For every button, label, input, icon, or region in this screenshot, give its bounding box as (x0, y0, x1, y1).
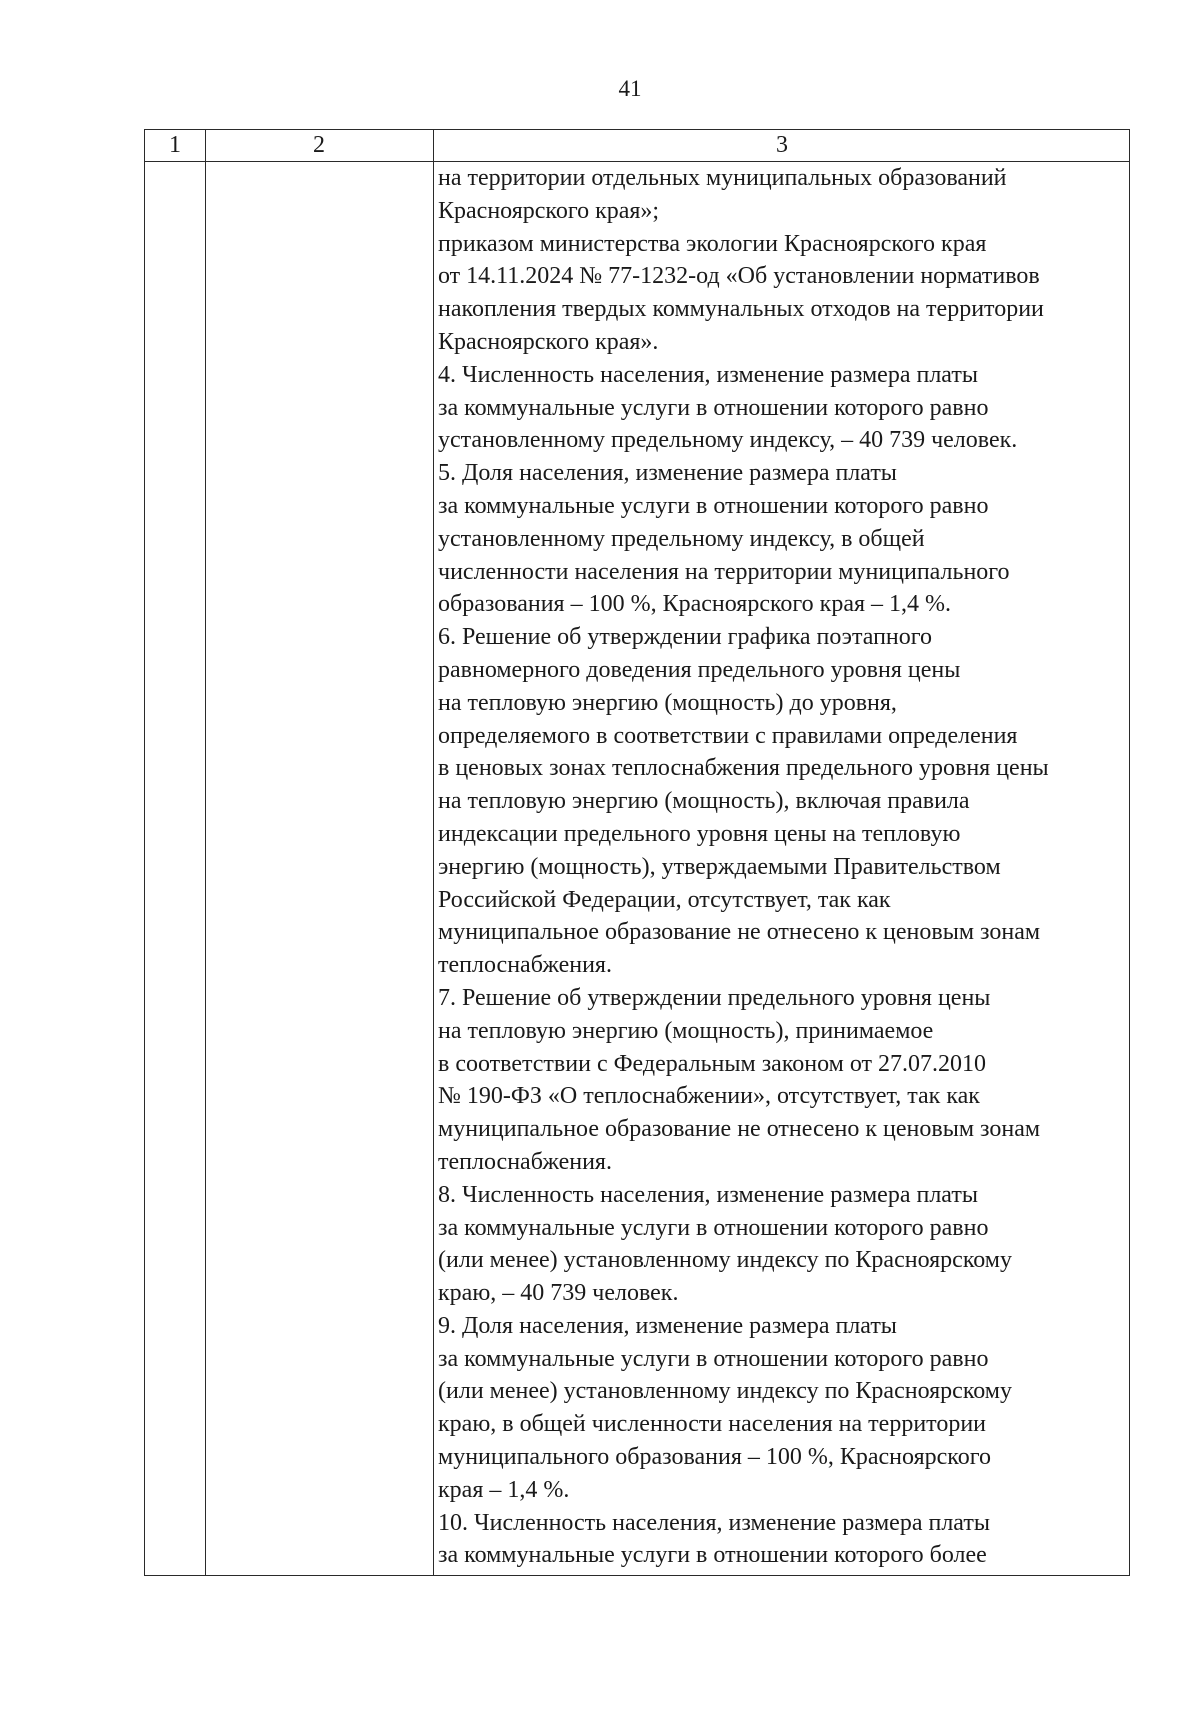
text-line: за коммунальные услуги в отношении которого равно (438, 1214, 989, 1241)
text-line: от 14.11.2024 № 77-1232-од «Об установлении нормативов (438, 263, 1040, 290)
text-line: края – 1,4 %. (438, 1476, 570, 1503)
text-line: за коммунальные услуги в отношении которого более (438, 1542, 987, 1569)
text-line: 4. Численность населения, изменение размера платы (438, 361, 978, 388)
text-line: Красноярского края»; (438, 197, 660, 224)
text-line: 10. Численность населения, изменение размера платы (438, 1509, 990, 1536)
column-header-2: 2 (313, 132, 325, 158)
text-line: равномерного доведения предельного уровня цены (438, 656, 961, 683)
text-line: муниципальное образование не отнесено к ценовым зонам (438, 1116, 1041, 1143)
text-line: энергию (мощность), утверждаемыми Правительством (438, 853, 1001, 880)
text-line: в соответствии с Федеральным законом от 27.07.2010 (438, 1050, 987, 1077)
text-line: 9. Доля населения, изменение размера платы (438, 1312, 897, 1339)
text-line: Российской Федерации, отсутствует, так как (438, 886, 891, 913)
text-line: накопления твердых коммунальных отходов на территории (438, 296, 1044, 323)
text-line: за коммунальные услуги в отношении которого равно (438, 1345, 989, 1372)
text-line: за коммунальные услуги в отношении которого равно (438, 492, 989, 519)
text-line: теплоснабжения. (438, 952, 612, 979)
document-table (144, 129, 1130, 1576)
text-line: за коммунальные услуги в отношении которого равно (438, 394, 989, 421)
text-line: на тепловую энергию (мощность) до уровня, (438, 689, 897, 716)
text-line: 8. Численность населения, изменение размера платы (438, 1181, 978, 1208)
text-line: установленному предельному индексу, – 40 739 человек. (438, 427, 1018, 454)
text-line: 5. Доля населения, изменение размера платы (438, 460, 897, 487)
text-line: муниципального образования – 100 %, Красноярского (438, 1444, 991, 1471)
text-line: № 190-ФЗ «О теплоснабжении», отсутствует, так как (438, 1083, 980, 1110)
column-divider-1 (205, 130, 206, 1575)
text-line: муниципальное образование не отнесено к ценовым зонам (438, 919, 1041, 946)
text-line: краю, в общей численности населения на территории (438, 1411, 987, 1438)
text-line: определяемого в соответствии с правилами определения (438, 722, 1018, 749)
text-line: на территории отдельных муниципальных образований (438, 165, 1007, 191)
text-line: 7. Решение об утверждении предельного уровня цены (438, 984, 991, 1011)
text-line: (или менее) установленному индексу по Красноярскому (438, 1247, 1012, 1274)
text-line: индексации предельного уровня цены на тепловую (438, 820, 961, 847)
text-line: установленному предельному индексу, в общей (438, 525, 925, 552)
column-3-content (438, 162, 1128, 1572)
text-line: Красноярского края». (438, 328, 659, 355)
text-line: на тепловую энергию (мощность), принимаемое (438, 1017, 934, 1044)
page-number: 41 (618, 76, 642, 101)
column-header-3: 3 (776, 132, 788, 158)
text-line: краю, – 40 739 человек. (438, 1280, 679, 1307)
column-divider-2 (433, 130, 434, 1575)
text-line: в ценовых зонах теплоснабжения предельного уровня цены (438, 755, 1049, 782)
text-line: на тепловую энергию (мощность), включая правила (438, 788, 970, 815)
text-line: численности населения на территории муниципального (438, 558, 1010, 585)
text-line: 6. Решение об утверждении графика поэтапного (438, 624, 933, 651)
text-line: теплоснабжения. (438, 1148, 612, 1175)
text-line: приказом министерства экологии Красноярского края (438, 230, 987, 257)
column-header-1: 1 (169, 132, 181, 158)
text-line: (или менее) установленному индексу по Красноярскому (438, 1378, 1012, 1405)
text-line: образования – 100 %, Красноярского края – 1,4 %. (438, 591, 952, 618)
